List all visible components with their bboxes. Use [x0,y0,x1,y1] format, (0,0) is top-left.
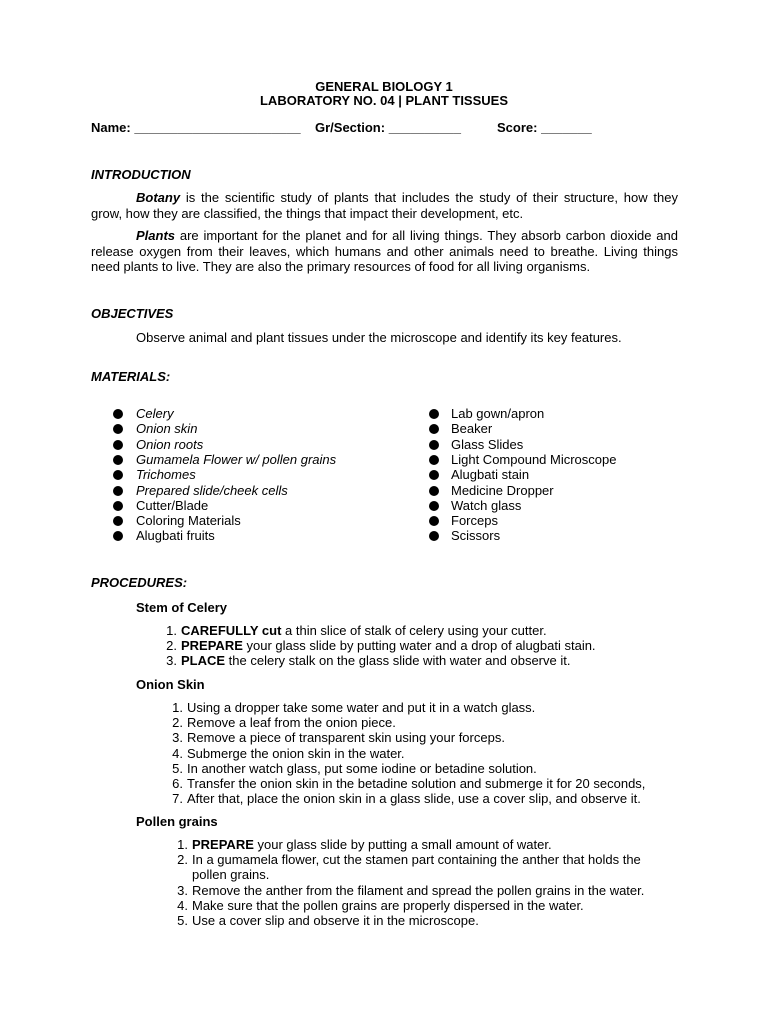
step-text [187,730,505,745]
material-item: Beaker [451,421,493,437]
objectives-text: Observe animal and plant tissues under the microscope and identify its key features. [136,330,622,345]
step-number: 6. [172,776,183,791]
name-field[interactable] [91,120,301,135]
bullet-icon [113,455,123,465]
bullet-icon [113,501,123,511]
step-number: 3. [166,653,177,668]
bullet-icon [429,516,439,526]
material-item: Prepared slide/cheek cells [136,482,288,498]
bullet-icon [113,440,123,450]
bullet-icon [113,516,123,526]
bullet-icon [429,455,439,465]
material-item: Trichomes [136,467,196,483]
step-body: the celery stalk on the glass slide with water and observe it. [225,653,571,668]
step-number: 1. [172,700,183,715]
score-label: Score: [497,120,538,135]
step-body: Remove the anther from the filament and spread the pollen grains in the water. [192,882,645,898]
material-item: Watch glass [451,497,522,513]
material-item: Gumamela Flower w/ pollen grains [136,451,337,467]
step-number: 2. [166,638,177,653]
step-text [192,883,644,898]
step-number: 3. [177,882,188,898]
pollen-heading: Pollen grains [136,814,218,829]
score-blank[interactable]: _______ [541,120,592,135]
material-item: Alugbati fruits [136,528,215,544]
step-number: 2. [177,852,188,868]
step-body: In a gumamela flower, cut the stamen part containing the anther that holds the [192,852,641,868]
step-number: 4. [177,897,188,913]
step-number: 5. [172,760,183,776]
material-item: Coloring Materials [136,513,241,529]
step-number: 3. [172,730,183,746]
material-item: Lab gown/apron [451,406,545,421]
material-item: Cutter/Blade [136,497,209,513]
step-body: Remove a piece of transparent skin using your forceps. [187,730,505,746]
botany-term: Botany [136,190,181,205]
objectives-heading: OBJECTIVES [91,306,174,321]
section-blank[interactable]: __________ [388,120,462,135]
bullet-icon [429,531,439,541]
bullet-icon [429,501,439,511]
bullet-icon [429,470,439,480]
step-text-continued: pollen grains. [192,867,270,883]
procedures-heading: PROCEDURES: [91,575,188,590]
material-item: Forceps [451,513,498,529]
section-field[interactable] [315,120,461,135]
step-keyword: PREPARE [192,837,254,852]
material-item: Light Compound Microscope [451,451,617,467]
botany-text: is the scientific study of plants that includes the study of their structure, how they grow, how they are classified, the things that impact their development, etc. [91,190,678,221]
step-text [181,638,596,653]
material-item: Onion skin [136,421,198,437]
step-text [187,791,641,806]
material-item: Celery [136,406,174,421]
step-text [187,746,405,761]
bullet-icon [113,409,123,419]
bullet-icon [113,470,123,480]
step-body: In another watch glass, put some iodine or betadine solution. [187,760,537,776]
bullet-icon [113,424,123,434]
celery-heading: Stem of Celery [136,600,228,615]
bullet-icon [429,486,439,496]
material-item: Medicine Dropper [451,482,554,498]
materials-heading: MATERIALS: [91,369,171,384]
step-body: a thin slice of stalk of celery using your cutter. [281,623,547,638]
step-number: 1. [166,623,177,638]
course-title: GENERAL BIOLOGY 1 [315,79,453,94]
step-text [192,837,552,852]
onion-heading: Onion Skin [136,677,205,692]
step-text [187,715,396,730]
step-body: Transfer the onion skin in the betadine solution and submerge it for 20 seconds, [187,776,646,791]
step-body: Use a cover slip and observe it in the microscope. [192,913,479,928]
plants-term: Plants [136,228,176,243]
step-text [187,776,645,791]
score-field[interactable] [497,120,592,135]
step-text [181,623,547,638]
section-label: Gr/Section: [315,120,386,135]
step-body: Remove a leaf from the onion piece. [187,715,396,731]
step-number: 2. [172,715,183,731]
name-blank[interactable]: _______________________ [134,120,301,135]
material-item: Glass Slides [451,436,524,452]
step-text [181,653,570,668]
bullet-icon [429,440,439,450]
step-keyword: CAREFULLY cut [181,623,282,638]
step-number: 4. [172,745,183,761]
step-keyword: PREPARE [181,638,243,653]
step-body: After that, place the onion skin in a glass slide, use a cover slip, and observe it. [187,791,641,807]
step-number: 5. [177,913,188,928]
lab-title: LABORATORY NO. 04 | PLANT TISSUES [259,93,509,108]
step-text [192,913,479,928]
bullet-icon [113,531,123,541]
step-text [187,761,537,776]
plants-text: are important for the planet and for all living things. They absorb carbon dioxide and release oxygen from their leaves, which humans and other animals need to breathe. Living things need plants to live. They are also the primary resources of food for all living organisms. [91,228,678,274]
intro-paragraph-botany [91,190,678,221]
name-label: Name: [91,120,131,135]
step-text [187,700,535,715]
step-text [192,852,641,867]
step-number: 7. [172,791,183,807]
bullet-icon [113,486,123,496]
bullet-icon [429,409,439,419]
introduction-heading: INTRODUCTION [91,167,191,182]
step-keyword: PLACE [181,653,226,668]
step-body: Submerge the onion skin in the water. [187,745,405,761]
step-body: your glass slide by putting water and a drop of alugbati stain. [242,638,596,653]
bullet-icon [429,424,439,434]
material-item: Scissors [451,528,501,544]
material-item: Alugbati stain [451,467,530,483]
step-body: Make sure that the pollen grains are properly dispersed in the water. [192,897,584,913]
material-item: Onion roots [136,436,204,452]
step-body: your glass slide by putting a small amount of water. [253,837,552,852]
step-number: 1. [177,837,188,852]
intro-paragraph-plants [91,228,678,275]
step-text [192,898,584,913]
step-body: Using a dropper take some water and put it in a watch glass. [187,700,536,715]
